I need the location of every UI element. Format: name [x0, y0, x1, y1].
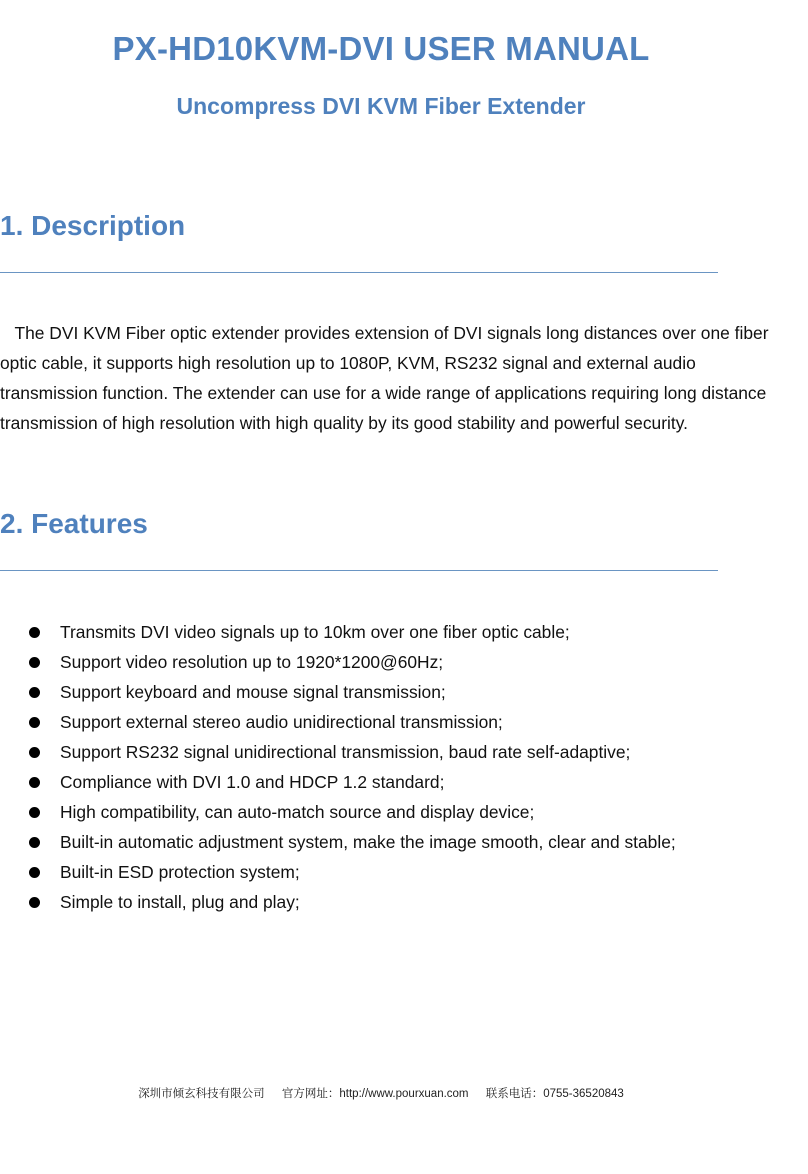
feature-item	[0, 707, 676, 737]
bullet-icon	[29, 717, 40, 728]
bullet-icon	[29, 897, 40, 908]
feature-item	[0, 767, 676, 797]
feature-item	[0, 797, 676, 827]
feature-item	[0, 647, 676, 677]
feature-text: Support RS232 signal unidirectional transmission, baud rate self-adaptive;	[60, 742, 631, 762]
bullet-icon	[29, 627, 40, 638]
document-title: PX-HD10KVM-DVI USER MANUAL	[112, 30, 650, 67]
feature-text: Support video resolution up to 1920*1200@60Hz;	[60, 652, 444, 672]
document-subtitle: Uncompress DVI KVM Fiber Extender	[176, 93, 586, 119]
features-heading: 2. Features	[0, 508, 148, 539]
description-text: The DVI KVM Fiber optic extender provides extension of DVI signals long distances over one fiber optic cable, it supports high resolution up to 1080P, KVM, RS232 signal and external audio transmission function. The extender can use for a wide range of applications requiring long distance transmission of high resolution with high quality by its good stability and powerful security.	[0, 323, 769, 433]
bullet-icon	[29, 687, 40, 698]
bullet-icon	[29, 747, 40, 758]
description-paragraph	[0, 318, 780, 438]
feature-text: Built-in ESD protection system;	[60, 862, 300, 882]
feature-item	[0, 827, 676, 857]
bullet-icon	[29, 867, 40, 878]
footer-website: 官方网址：http://www.pourxuan.com	[281, 1088, 469, 1100]
feature-text: Compliance with DVI 1.0 and HDCP 1.2 standard;	[60, 772, 445, 792]
feature-text: Simple to install, plug and play;	[60, 892, 300, 912]
feature-item	[0, 737, 676, 767]
features-divider	[0, 570, 718, 571]
feature-text: Support external stereo audio unidirectional transmission;	[60, 712, 503, 732]
footer-phone: 联系电话：0755-36520843	[485, 1088, 624, 1100]
feature-text: Support keyboard and mouse signal transmission;	[60, 682, 446, 702]
feature-item	[0, 887, 676, 917]
features-list	[0, 617, 676, 917]
bullet-icon	[29, 657, 40, 668]
feature-item	[0, 677, 676, 707]
feature-text: High compatibility, can auto-match source and display device;	[60, 802, 535, 822]
feature-text: Built-in automatic adjustment system, make the image smooth, clear and stable;	[60, 832, 676, 852]
bullet-icon	[29, 777, 40, 788]
bullet-icon	[29, 807, 40, 818]
description-heading: 1. Description	[0, 210, 186, 241]
page-footer	[0, 1085, 762, 1101]
footer-company: 深圳市倾玄科技有限公司	[138, 1088, 265, 1100]
feature-item	[0, 857, 676, 887]
description-divider	[0, 272, 718, 273]
feature-text: Transmits DVI video signals up to 10km over one fiber optic cable;	[60, 622, 570, 642]
bullet-icon	[29, 837, 40, 848]
feature-item	[0, 617, 676, 647]
